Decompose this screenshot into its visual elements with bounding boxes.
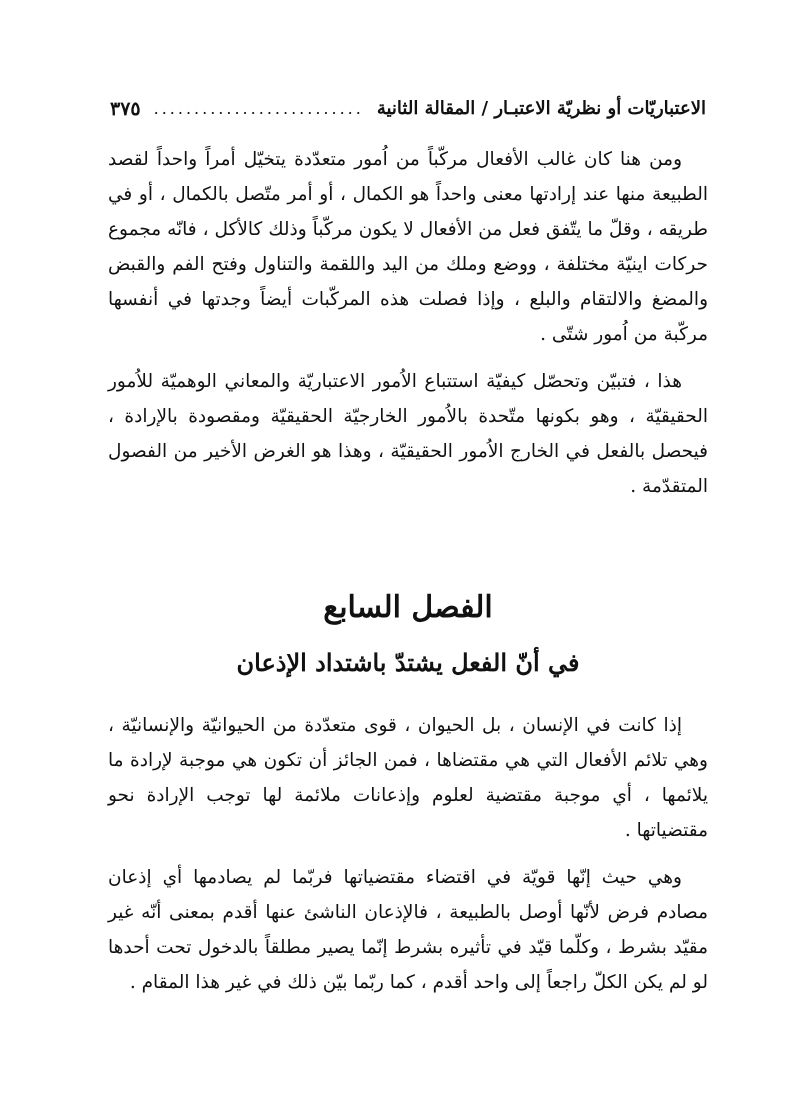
chapter-subtitle: في أنّ الفعل يشتدّ باشتداد الإذعان	[236, 648, 580, 677]
page-number: ٣٧٥	[110, 98, 141, 120]
section-two-text	[108, 708, 708, 1000]
paragraph-1: ومن هنا كان غالب الأفعال مركّباً من اُمور متعدّدة يتخيّل أمراً واحداً لقصد الطبيعة منها عند إرادتها معنى واحداً هو الكمال ، أو أمر متّصل بالكمال ، أو في طريقه ، وقلّ ما يتّفق فعل من الأفعال لا يكون مركّباً وذلك كالأكل ، فانّه مجموع حركات اينيّة مختلفة ، ووضع وملك من اليد واللقمة والتناول وفتح الفم والقبض والمضغ والالتقام والبلع ، وإذا فصلت هذه المركّبات أيضاً وجدتها في أنفسها مركّبة من اُمور شتّى .	[108, 149, 708, 345]
paragraph-3: إذا كانت في الإنسان ، بل الحيوان ، قوى متعدّدة من الحيوانيّة والإنسانيّة ، وهي تلائم الأفعال التي هي مقتضاها ، فمن الجائز أن تكون هي موجبة لإرادة ما يلائمها ، أي موجبة مقتضية لعلوم وإذعانات ملائمة لها توجب الإرادة نحو مقتضياتها .	[108, 715, 708, 841]
chapter-title: الفصل السابع	[323, 590, 493, 625]
running-header	[110, 92, 706, 126]
running-header-title: الاعتباريّات أو نظريّة الاعتبـار / المقالة الثانية	[376, 98, 706, 119]
section-one-text	[108, 142, 708, 504]
header-leader-dots: ..........................	[153, 99, 364, 118]
paragraph-2: هذا ، فتبيّن وتحصّل كيفيّة استتباع الاُمور الاعتباريّة والمعاني الوهميّة للاُمور الحقيقيّة ، وهو بكونها متّحدة بالاُمور الخارجيّة الحقيقيّة ومقصودة بالإرادة ، فيحصل بالفعل في الخارج الاُمور الحقيقيّة ، وهذا هو الغرض الأخير من الفصول المتقدّمة .	[108, 371, 708, 497]
paragraph-4: وهي حيث إنّها قويّة في اقتضاء مقتضياتها فربّما لم يصادمها أي إذعان مصادم فرض لأنّها أوصل بالطبيعة ، فالإذعان الناشئ عنها أقدم بمعنى أنّه غير مقيّد بشرط ، وكلّما قيّد في تأثيره بشرط إنّما يصير مطلقاً بالدخول تحت أحدها لو لم يكن الكلّ راجعاً إلى واحد أقدم ، كما ربّما بيّن ذلك في غير هذا المقام .	[108, 867, 708, 993]
